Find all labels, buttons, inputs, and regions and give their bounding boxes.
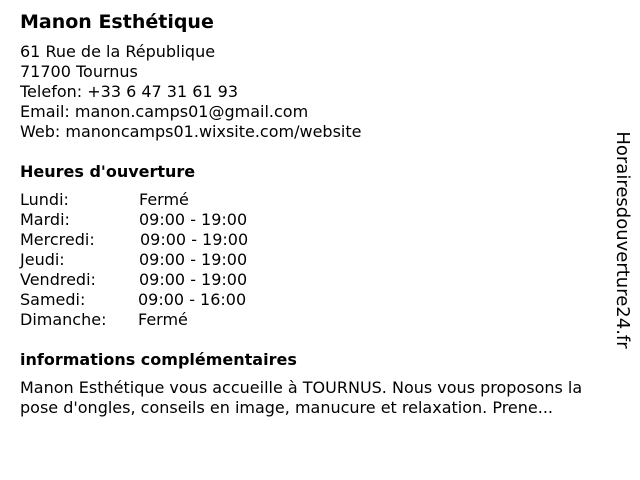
info-title: informations complémentaires	[20, 350, 297, 369]
hours-row-saturday	[20, 290, 610, 310]
business-name: Manon Esthétique	[20, 11, 214, 33]
address-line-1: 61 Rue de la République	[20, 42, 216, 61]
day-time: 09:00 - 19:00	[140, 230, 249, 249]
day-label: Lundi:	[20, 190, 69, 209]
hours-list	[20, 190, 610, 330]
email-line: Email: manon.camps01@gmail.com	[20, 102, 309, 121]
day-label: Mercredi:	[20, 230, 95, 249]
hours-row-tuesday	[20, 210, 610, 230]
address-line-2: 71700 Tournus	[20, 62, 138, 81]
day-time: 09:00 - 16:00	[138, 290, 247, 309]
hours-row-monday	[20, 190, 610, 210]
hours-row-friday	[20, 270, 610, 290]
day-time: 09:00 - 19:00	[139, 250, 248, 269]
day-time: 09:00 - 19:00	[139, 210, 248, 229]
day-time: Fermé	[139, 190, 189, 209]
day-label: Dimanche:	[20, 310, 107, 329]
info-description: Manon Esthétique vous accueille à TOURNUS. Nous vous proposons la pose d'ongles, conseils en image, manucure et relaxation. Prene...	[20, 378, 583, 417]
day-label: Vendredi:	[20, 270, 96, 289]
day-label: Jeudi:	[20, 250, 65, 269]
site-watermark: Horairesdouverture24.fr	[612, 131, 633, 349]
business-card	[20, 10, 610, 418]
day-time: Fermé	[138, 310, 188, 329]
hours-title: Heures d'ouverture	[20, 162, 196, 181]
day-label: Samedi:	[20, 290, 86, 309]
day-time: 09:00 - 19:00	[139, 270, 248, 289]
hours-row-wednesday	[20, 230, 610, 250]
web-line: Web: manoncamps01.wixsite.com/website	[20, 122, 362, 141]
day-label: Mardi:	[20, 210, 70, 229]
hours-row-thursday	[20, 250, 610, 270]
hours-row-sunday	[20, 310, 610, 330]
phone-line: Telefon: +33 6 47 31 61 93	[20, 82, 239, 101]
